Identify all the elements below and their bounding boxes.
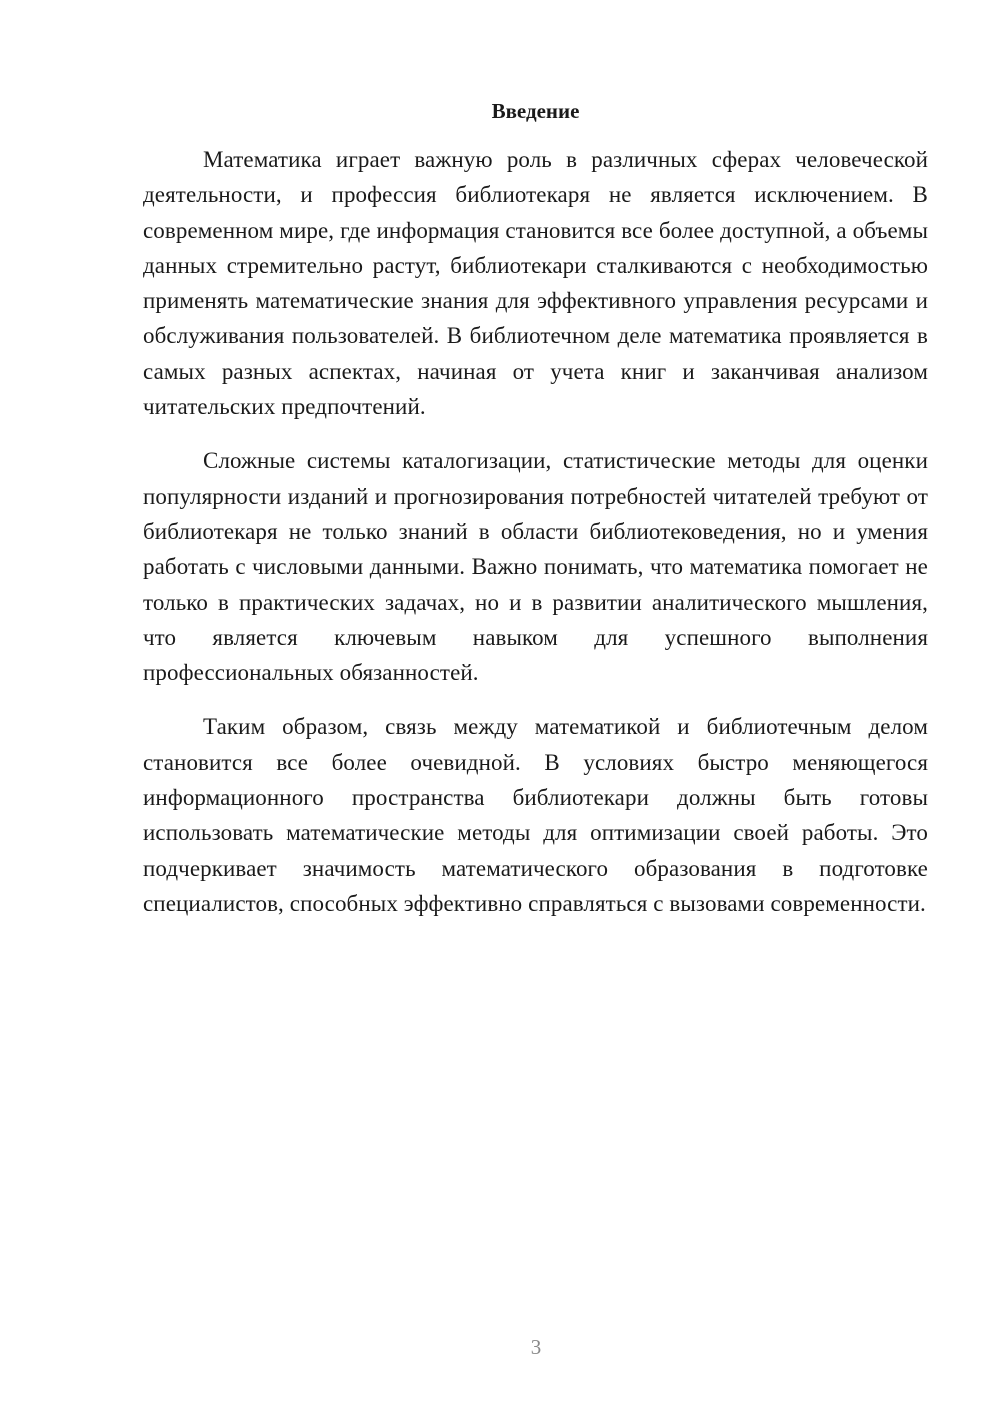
page-number: 3: [530, 1335, 542, 1359]
page-title: Введение: [491, 99, 580, 123]
paragraph-2: Сложные системы каталогизации, статистические методы для оценки популярности изданий и прогнозирования потребностей читателей требуют от библиотекаря не только знаний в области библиотековедения, но и умения работать с числовыми данными. Важно понимать, что математика помогает не только в практических задачах, но и в развитии аналитического мышления, что является ключевым навыком для успешного выполнения профессиональных обязанностей.: [143, 448, 928, 686]
body-text: [143, 142, 928, 940]
paragraph-1: Математика играет важную роль в различных сферах человеческой деятельности, и профессия библиотекаря не является исключением. В современном мире, где информация становится все более доступной, а объемы данных стремительно растут, библиотекари сталкиваются с необходимостью применять математические знания для эффективного управления ресурсами и обслуживания пользователей. В библиотечном деле математика проявляется в самых разных аспектах, начиная от учета книг и заканчивая анализом читательских предпочтений.: [143, 147, 928, 420]
paragraph-3: Таким образом, связь между математикой и библиотечным делом становится все более очевидной. В условиях быстро меняющегося информационного пространства библиотекари должны быть готовы использовать математические методы для оптимизации своей работы. Это подчеркивает значимость математического образования в подготовке специалистов, способных эффективно справляться с вызовами современности.: [143, 714, 928, 916]
